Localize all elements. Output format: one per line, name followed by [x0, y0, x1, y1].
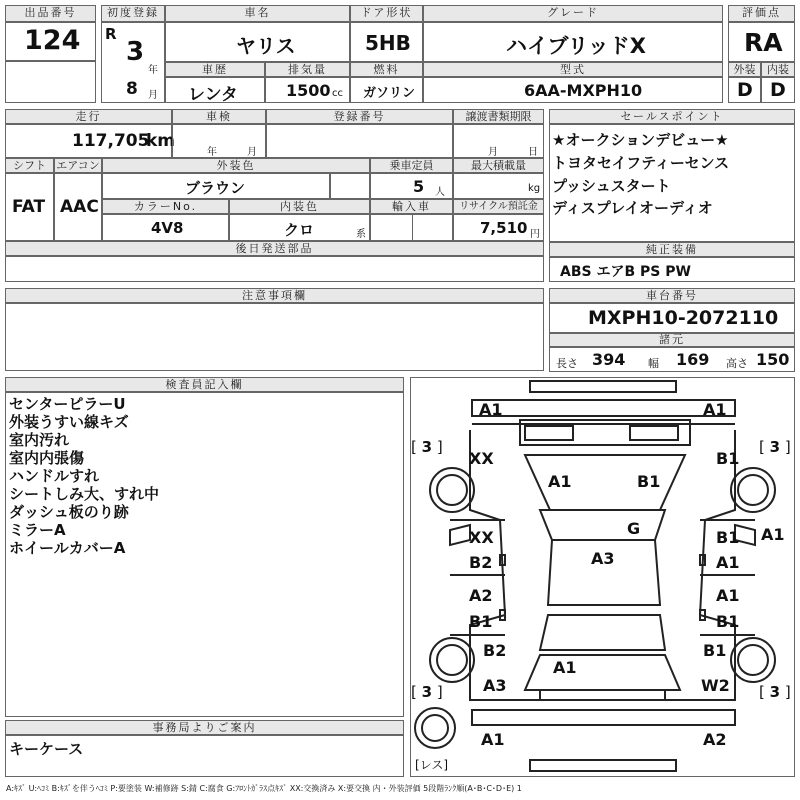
notes-title: 注意事項欄 [5, 288, 544, 303]
dmg-roof: A3 [591, 549, 615, 568]
spare-mark: [レス] [415, 758, 449, 772]
shift-label: シフト [5, 158, 54, 173]
ext-grade: D [737, 79, 753, 101]
inspector-note: シートしみ大、すれ中 [9, 485, 160, 503]
mileage-unit: km [146, 131, 176, 151]
chassis-number: MXPH10-2072110 [588, 307, 779, 329]
recycle-cell [453, 214, 544, 241]
dmg-quarter-left-bottom: A3 [483, 676, 507, 695]
tire-rr-mark: [ 3 ] [759, 683, 791, 701]
load-cell [453, 173, 544, 199]
dmg-mirror-right: A1 [761, 525, 785, 544]
intcolor-unit: 系 [356, 229, 366, 240]
door-label: ドア形状 [350, 5, 423, 22]
model-label: 型式 [423, 62, 723, 77]
sales-point: プッシュスタート [552, 177, 671, 195]
recycle-label: リサイクル預託金 [453, 199, 544, 214]
equipment-cell [549, 257, 795, 282]
history-value: レンタ [188, 85, 238, 105]
height-value: 150 [756, 350, 790, 369]
shift-value: FAT [12, 197, 46, 217]
dmg-trunk: A1 [553, 658, 577, 677]
regno-cell [266, 124, 453, 158]
legend-text: A:ｷｽﾞ U:ﾍｺﾐ B:ｷｽﾞを伴うﾍｺﾐ P:要塗装 W:補修跡 S:錆 C:腐食 G:ﾌﾛﾝﾄｶﾞﾗｽ点ｷｽﾞ XX:交換済み X:要交換 内・外装評価 5段階ﾗﾝｸ順(A･B･C･D･E) 1 [6, 784, 522, 793]
reg-month: 8 [126, 79, 138, 99]
fuel-value: ガソリン [363, 86, 416, 101]
ac-value: AAC [60, 197, 99, 217]
import-label: 輸入車 [370, 199, 453, 214]
dmg-fender-right: B1 [716, 449, 740, 468]
eval-label: 評価点 [728, 5, 795, 22]
dmg-front-right-corner: A1 [703, 400, 727, 419]
dmg-rear-left-corner: A1 [481, 730, 505, 749]
model-value: 6AA-MXPH10 [524, 81, 643, 100]
ac-cell [54, 173, 102, 241]
inspector-note: ダッシュ板のり跡 [9, 503, 129, 521]
mileage-cell [5, 124, 176, 158]
sales-point: ディスプレイオーディオ [552, 199, 713, 217]
dmg-rear-door-right-bottom: B1 [716, 612, 740, 631]
disp-unit: cc [332, 88, 343, 99]
mileage-value: 117,705 [72, 131, 150, 151]
model-cell [423, 77, 723, 103]
inspector-title: 検査員記入欄 [5, 377, 404, 392]
length-label: 長さ [556, 357, 578, 370]
inspect-month-unit: 月 [247, 147, 257, 158]
lot-label: 出品番号 [5, 5, 96, 22]
grade-label: グレード [423, 5, 723, 22]
dmg-front-door-left-bottom: B2 [469, 553, 493, 572]
capacity-unit: 人 [435, 187, 445, 198]
disp-value: 1500 [286, 81, 331, 100]
dmg-rear-right-corner: A2 [703, 730, 727, 749]
capacity-cell [370, 173, 453, 199]
eval-score: RA [744, 28, 783, 57]
inspector-note: ハンドルすれ [9, 467, 100, 485]
inspector-note: 室内汚れ [9, 431, 70, 449]
inspect-cell [172, 124, 266, 158]
color-cell [102, 173, 330, 199]
office-cell [5, 735, 404, 777]
history-label: 車歴 [165, 62, 265, 77]
int-label: 内装 [761, 62, 795, 77]
dmg-glass: G [627, 519, 641, 538]
history-cell [165, 77, 265, 103]
equipment-title: 純正装備 [549, 242, 795, 257]
later-parts-cell [5, 256, 544, 282]
dmg-quarter-right-bottom: W2 [701, 676, 730, 695]
sales-title: セールスポイント [549, 109, 795, 124]
colorno-label: カラーNo. [102, 199, 229, 214]
reg-month-unit: 月 [148, 90, 158, 101]
color-extra-cell [330, 173, 370, 199]
capacity-label: 乗車定員 [370, 158, 453, 173]
lot-number: 124 [24, 25, 81, 56]
office-note: キーケース [9, 740, 84, 758]
height-label: 高さ [726, 357, 748, 370]
colorno-value: 4V8 [151, 219, 184, 237]
tire-rl-mark: [ 3 ] [411, 683, 443, 701]
ext-cell [728, 77, 761, 103]
dmg-hood-right: B1 [637, 472, 661, 491]
disp-cell [265, 77, 350, 103]
reg-year-unit: 年 [148, 65, 158, 76]
name-label: 車名 [165, 5, 350, 22]
inspector-note: 外装うすい線キズ [9, 413, 129, 431]
inspector-note: ミラーA [9, 521, 66, 539]
color-value: ブラウン [185, 179, 246, 197]
spec-cell [549, 347, 795, 372]
length-value: 394 [592, 350, 626, 369]
regno-label: 登録番号 [266, 109, 453, 124]
spec-label: 諸元 [549, 333, 795, 347]
inspector-note: 室内内張傷 [9, 449, 85, 467]
reg-year: 3 [126, 37, 145, 67]
colorno-cell [102, 214, 229, 241]
lot-cell [5, 22, 96, 61]
transfer-cell [453, 124, 544, 158]
dmg-hood-left: A1 [548, 472, 572, 491]
dmg-rear-door-right-top: A1 [716, 586, 740, 605]
notes-cell [5, 303, 544, 371]
office-title: 事務局よりご案内 [5, 720, 404, 735]
inspect-label: 車検 [172, 109, 266, 124]
recycle-unit: 円 [530, 229, 540, 240]
sales-cell [549, 124, 795, 242]
sales-point: ★オークションデビュー★ [552, 131, 729, 149]
dmg-fender-left: XX [469, 449, 494, 468]
later-parts-label: 後日発送部品 [5, 241, 544, 256]
recycle-value: 7,510 [480, 219, 528, 237]
damage-diagram [410, 377, 795, 777]
door-type: 5HB [365, 31, 411, 55]
intcolor-label: 内装色 [229, 199, 370, 214]
chassis-title: 車台番号 [549, 288, 795, 303]
load-unit: kg [528, 183, 541, 194]
dmg-rear-door-left-top: A2 [469, 586, 493, 605]
width-label: 幅 [648, 357, 659, 370]
ac-label: エアコン [54, 158, 102, 173]
dmg-front-left-corner: A1 [479, 400, 503, 419]
car-outline [410, 377, 795, 777]
width-value: 169 [676, 350, 710, 369]
capacity-value: 5 [413, 177, 425, 196]
eval-cell [728, 22, 795, 62]
dmg-quarter-left-top: B2 [483, 641, 507, 660]
int-grade: D [770, 79, 786, 101]
grade-cell [423, 22, 723, 62]
inspector-cell [5, 392, 404, 717]
shift-cell [5, 173, 54, 241]
dmg-front-door-right-top: B1 [716, 528, 740, 547]
dmg-rear-door-left-bottom: B1 [469, 612, 493, 631]
door-cell [350, 22, 423, 62]
transfer-month-unit: 月 [488, 147, 498, 158]
reg-label: 初度登録 [101, 5, 165, 22]
tire-fr-mark: [ 3 ] [759, 438, 791, 456]
import-cell [370, 214, 453, 241]
dmg-front-door-left-top: XX [469, 528, 494, 547]
car-name: ヤリス [236, 34, 296, 58]
load-label: 最大積載量 [453, 158, 544, 173]
dmg-quarter-right-top: B1 [703, 641, 727, 660]
int-cell [761, 77, 795, 103]
equipment-value: ABS エアB PS PW [560, 264, 691, 280]
lot-blank [5, 61, 96, 103]
inspector-note: センターピラーU [9, 395, 126, 413]
inspect-year-unit: 年 [207, 147, 217, 158]
intcolor-cell [229, 214, 370, 241]
dmg-front-door-right-bottom: A1 [716, 553, 740, 572]
grade-value: ハイブリッドX [506, 34, 646, 58]
fuel-label: 燃料 [350, 62, 423, 77]
fuel-cell [350, 77, 423, 103]
transfer-label: 譲渡書類期限 [453, 109, 544, 124]
intcolor-value: クロ [284, 221, 315, 239]
name-cell [165, 22, 350, 62]
ext-label: 外装 [728, 62, 761, 77]
sales-point: トヨタセイフティーセンス [552, 154, 730, 172]
mileage-label: 走行 [5, 109, 172, 124]
reg-era: R [105, 25, 117, 43]
reg-cell [101, 22, 165, 103]
chassis-cell [549, 303, 795, 333]
inspector-note: ホイールカバーA [9, 539, 126, 557]
tire-fl-mark: [ 3 ] [411, 438, 443, 456]
color-label: 外装色 [102, 158, 370, 173]
disp-label: 排気量 [265, 62, 350, 77]
transfer-day-unit: 日 [528, 147, 538, 158]
